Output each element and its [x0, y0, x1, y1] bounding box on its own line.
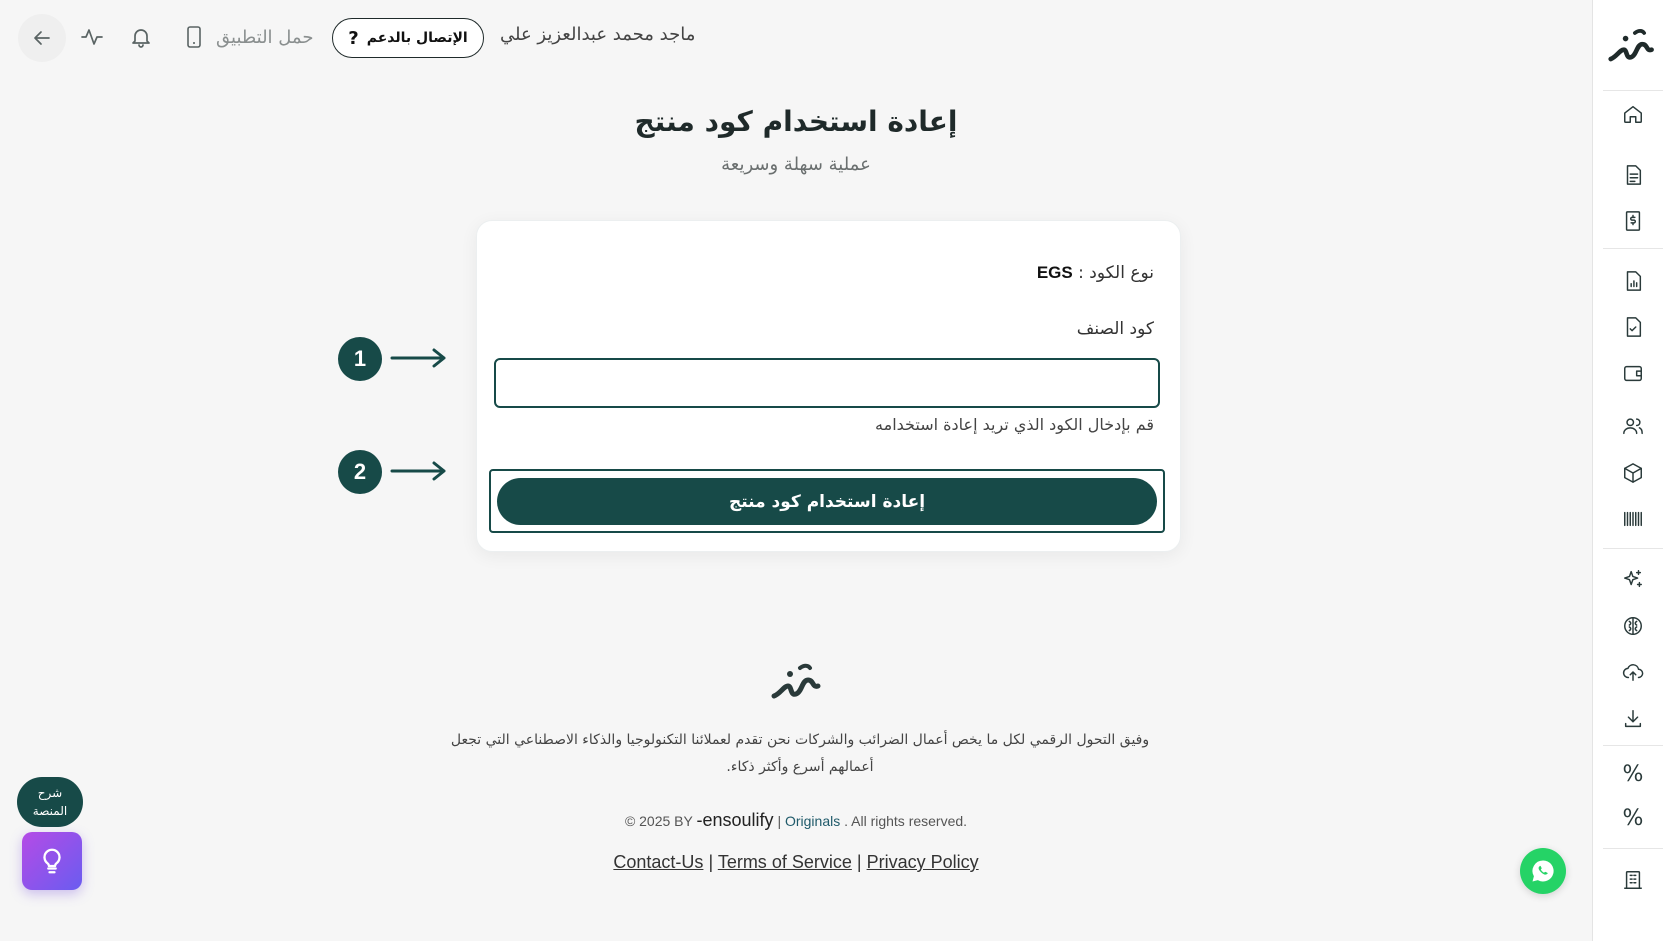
barcode-icon [1622, 508, 1644, 530]
copyright-separator: | [777, 813, 782, 829]
support-button[interactable] [332, 18, 484, 58]
back-button[interactable] [18, 14, 66, 62]
invoice-icon [1622, 164, 1644, 186]
sidebar-item-payments[interactable] [1619, 207, 1647, 235]
sidebar-item-invoices[interactable] [1619, 161, 1647, 189]
originals-link[interactable]: Originals [784, 813, 841, 829]
rights-text: . All rights reserved. [844, 813, 968, 829]
question-icon: ? [348, 27, 359, 49]
page-subtitle: عملية سهلة وسريعة [721, 154, 871, 175]
arrow-left-icon [30, 26, 54, 50]
check-document-icon [1622, 316, 1644, 338]
sidebar-divider [1603, 745, 1663, 746]
link-separator: | [856, 852, 862, 872]
link-separator: | [708, 852, 714, 872]
footer-description: وفيق التحول الرقمي لكل ما يخص أعمال الضرائب والشركات نحن تقدم لعملائنا التكنولوجيا والذكاء الاصطناعي التي تجعل أعمالهم أسرع وأكثر ذكاء. [450, 732, 1150, 775]
download-app-link[interactable] [182, 22, 313, 52]
percent-icon: % [1622, 762, 1644, 787]
copyright-prefix: © 2025 BY [624, 813, 693, 829]
brand-name: -ensoulify [696, 810, 774, 830]
building-icon [1622, 869, 1644, 891]
report-icon [1622, 270, 1644, 292]
activity-icon [80, 25, 104, 49]
sidebar-item-smart[interactable] [1619, 612, 1647, 640]
sidebar-item-home[interactable] [1619, 100, 1647, 128]
notifications-button[interactable] [126, 22, 156, 52]
step-2-arrow-icon [390, 461, 448, 481]
step-1-arrow-icon [390, 348, 448, 368]
contact-us-link[interactable]: Contact-Us [613, 852, 704, 872]
dollar-document-icon [1622, 210, 1644, 232]
user-name: ماجد محمد عبدالعزيز علي [500, 24, 696, 45]
lightbulb-icon [37, 846, 67, 876]
sidebar-divider [1603, 248, 1663, 249]
item-code-help: قم بإدخال الكود الذي تريد إعادة استخدامه [875, 415, 1154, 434]
sidebar-divider [1603, 848, 1663, 849]
sparkles-icon [1622, 568, 1644, 590]
footer-logo [770, 658, 826, 706]
step-1-badge: 1 [338, 337, 382, 381]
package-icon [1622, 462, 1644, 484]
sidebar-item-tax-2[interactable] [1619, 805, 1647, 833]
tips-button[interactable] [22, 832, 82, 890]
item-code-label: كود الصنف [1076, 319, 1154, 339]
wallet-icon [1622, 362, 1644, 384]
sidebar-item-approvals[interactable] [1619, 313, 1647, 341]
code-type-value: EGS [1036, 263, 1073, 282]
sidebar-item-reports[interactable] [1619, 267, 1647, 295]
footer-copyright [0, 810, 1592, 831]
code-type-label: نوع الكود : [1078, 263, 1154, 283]
support-label: الإتصال بالدعم [366, 30, 468, 46]
code-type [1037, 263, 1154, 283]
sidebar-item-ai[interactable] [1619, 565, 1647, 593]
brain-icon [1622, 615, 1644, 637]
privacy-link[interactable]: Privacy Policy [866, 852, 979, 872]
reuse-code-button[interactable]: إعادة استخدام كود منتج [497, 478, 1157, 525]
sidebar-divider [1603, 548, 1663, 549]
download-app-label: حمل التطبيق [216, 26, 314, 48]
footer-links [0, 852, 1592, 873]
sidebar-item-download[interactable] [1619, 705, 1647, 733]
whatsapp-button[interactable] [1520, 848, 1566, 894]
terms-link[interactable]: Terms of Service [717, 852, 852, 872]
sidebar-item-codes[interactable] [1619, 505, 1647, 533]
home-icon [1622, 103, 1644, 125]
sidebar-item-upload[interactable] [1619, 658, 1647, 686]
sidebar [1592, 0, 1672, 941]
bell-icon [129, 25, 153, 49]
sidebar-item-wallet[interactable] [1619, 359, 1647, 387]
item-code-input[interactable] [494, 358, 1160, 408]
page-title: إعادة استخدام كود منتج [634, 105, 958, 138]
cloud-upload-icon [1622, 661, 1644, 683]
tour-label: شرح المنصة [32, 786, 68, 818]
sidebar-item-company[interactable] [1619, 866, 1647, 894]
sidebar-item-customers[interactable] [1619, 412, 1647, 440]
download-icon [1622, 708, 1644, 730]
step-2-badge: 2 [338, 450, 382, 494]
reuse-code-card [476, 220, 1181, 552]
mobile-icon [182, 24, 206, 50]
percent-icon: % [1622, 806, 1644, 831]
top-bar [0, 0, 1592, 76]
sidebar-divider [1603, 90, 1663, 91]
platform-tour-button[interactable] [17, 777, 83, 827]
app-logo[interactable] [1607, 22, 1659, 70]
sidebar-item-tax-1[interactable] [1619, 761, 1647, 789]
activity-button[interactable] [77, 22, 107, 52]
users-icon [1622, 415, 1644, 437]
sidebar-item-products[interactable] [1619, 459, 1647, 487]
whatsapp-icon [1529, 857, 1557, 885]
